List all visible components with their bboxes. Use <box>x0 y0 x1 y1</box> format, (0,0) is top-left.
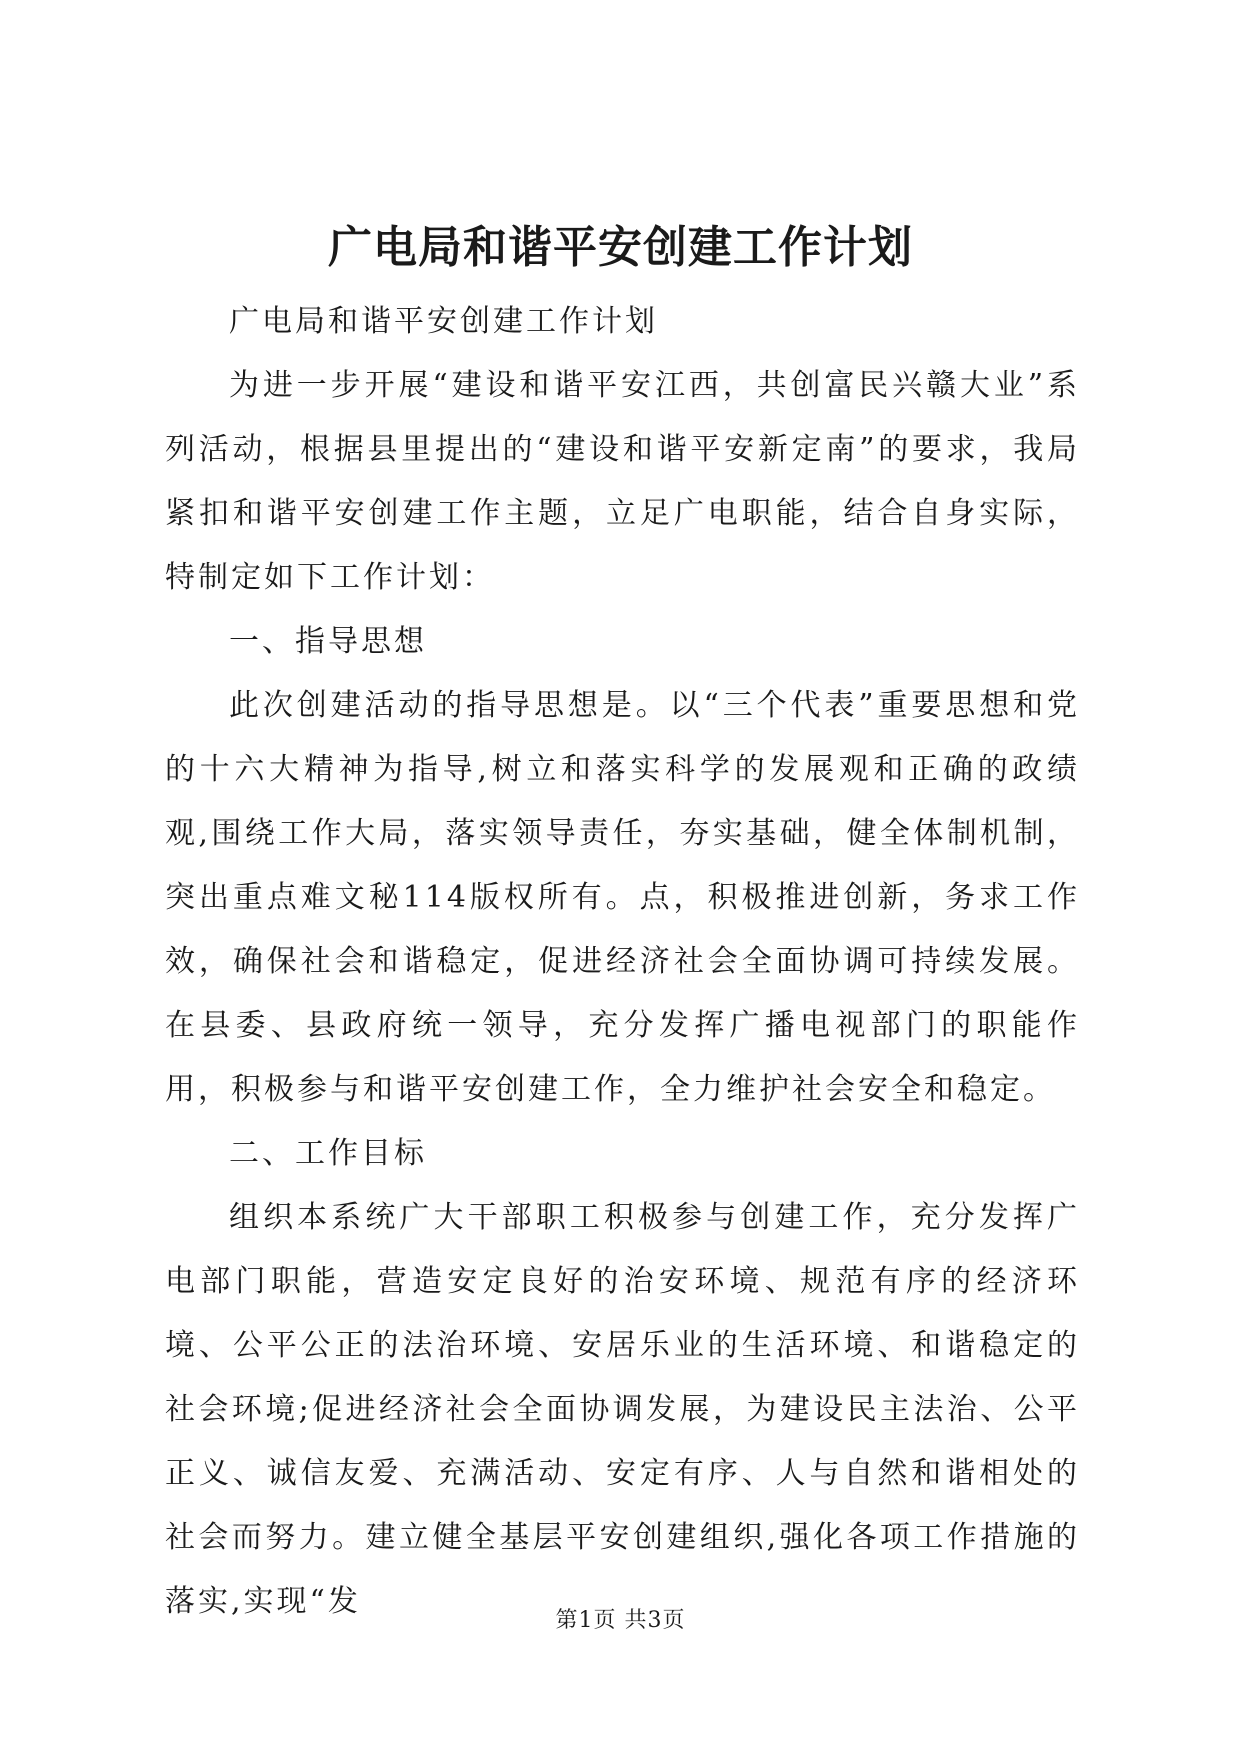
document-body <box>165 290 1080 1634</box>
section-heading-work-goals: 二、工作目标 <box>229 1136 427 1171</box>
paragraph-guiding-ideology: 此次创建活动的指导思想是。以“三个代表”重要思想和党的十六大精神为指导,树立和落实科学的发展观和正确的政绩观,围绕工作大局，落实领导责任，夯实基础，健全体制机制，突出重点难文秘114版权所有。点，积极推进创新，务求工作效，确保社会和谐稳定，促进经济社会全面协调可持续发展。在县委、县政府统一领导，充分发挥广播电视部门的职能作用，积极参与和谐平安创建工作，全力维护社会安全和稳定。 <box>165 688 1080 1107</box>
document-title: 广电局和谐平安创建工作计划 <box>328 222 913 273</box>
paragraph-work-goals: 组织本系统广大干部职工积极参与创建工作，充分发挥广电部门职能，营造安定良好的治安环境、规范有序的经济环境、公平公正的法治环境、安居乐业的生活环境、和谐稳定的社会环境;促进经济社会全面协调发展，为建设民主法治、公平正义、诚信友爱、充满活动、安定有序、人与自然和谐相处的社会而努力。建立健全基层平安创建组织,强化各项工作措施的落实,实现“发 <box>165 1200 1080 1619</box>
section-heading-guiding-ideology: 一、指导思想 <box>229 624 427 659</box>
paragraph-subtitle: 广电局和谐平安创建工作计划 <box>229 304 658 339</box>
paragraph-intro: 为进一步开展“建设和谐平安江西，共创富民兴赣大业”系列活动，根据县里提出的“建设和谐平安新定南”的要求，我局紧扣和谐平安创建工作主题，立足广电职能，结合自身实际，特制定如下工作计划： <box>165 368 1080 595</box>
page-number-footer: 第1页 共3页 <box>555 1608 686 1633</box>
